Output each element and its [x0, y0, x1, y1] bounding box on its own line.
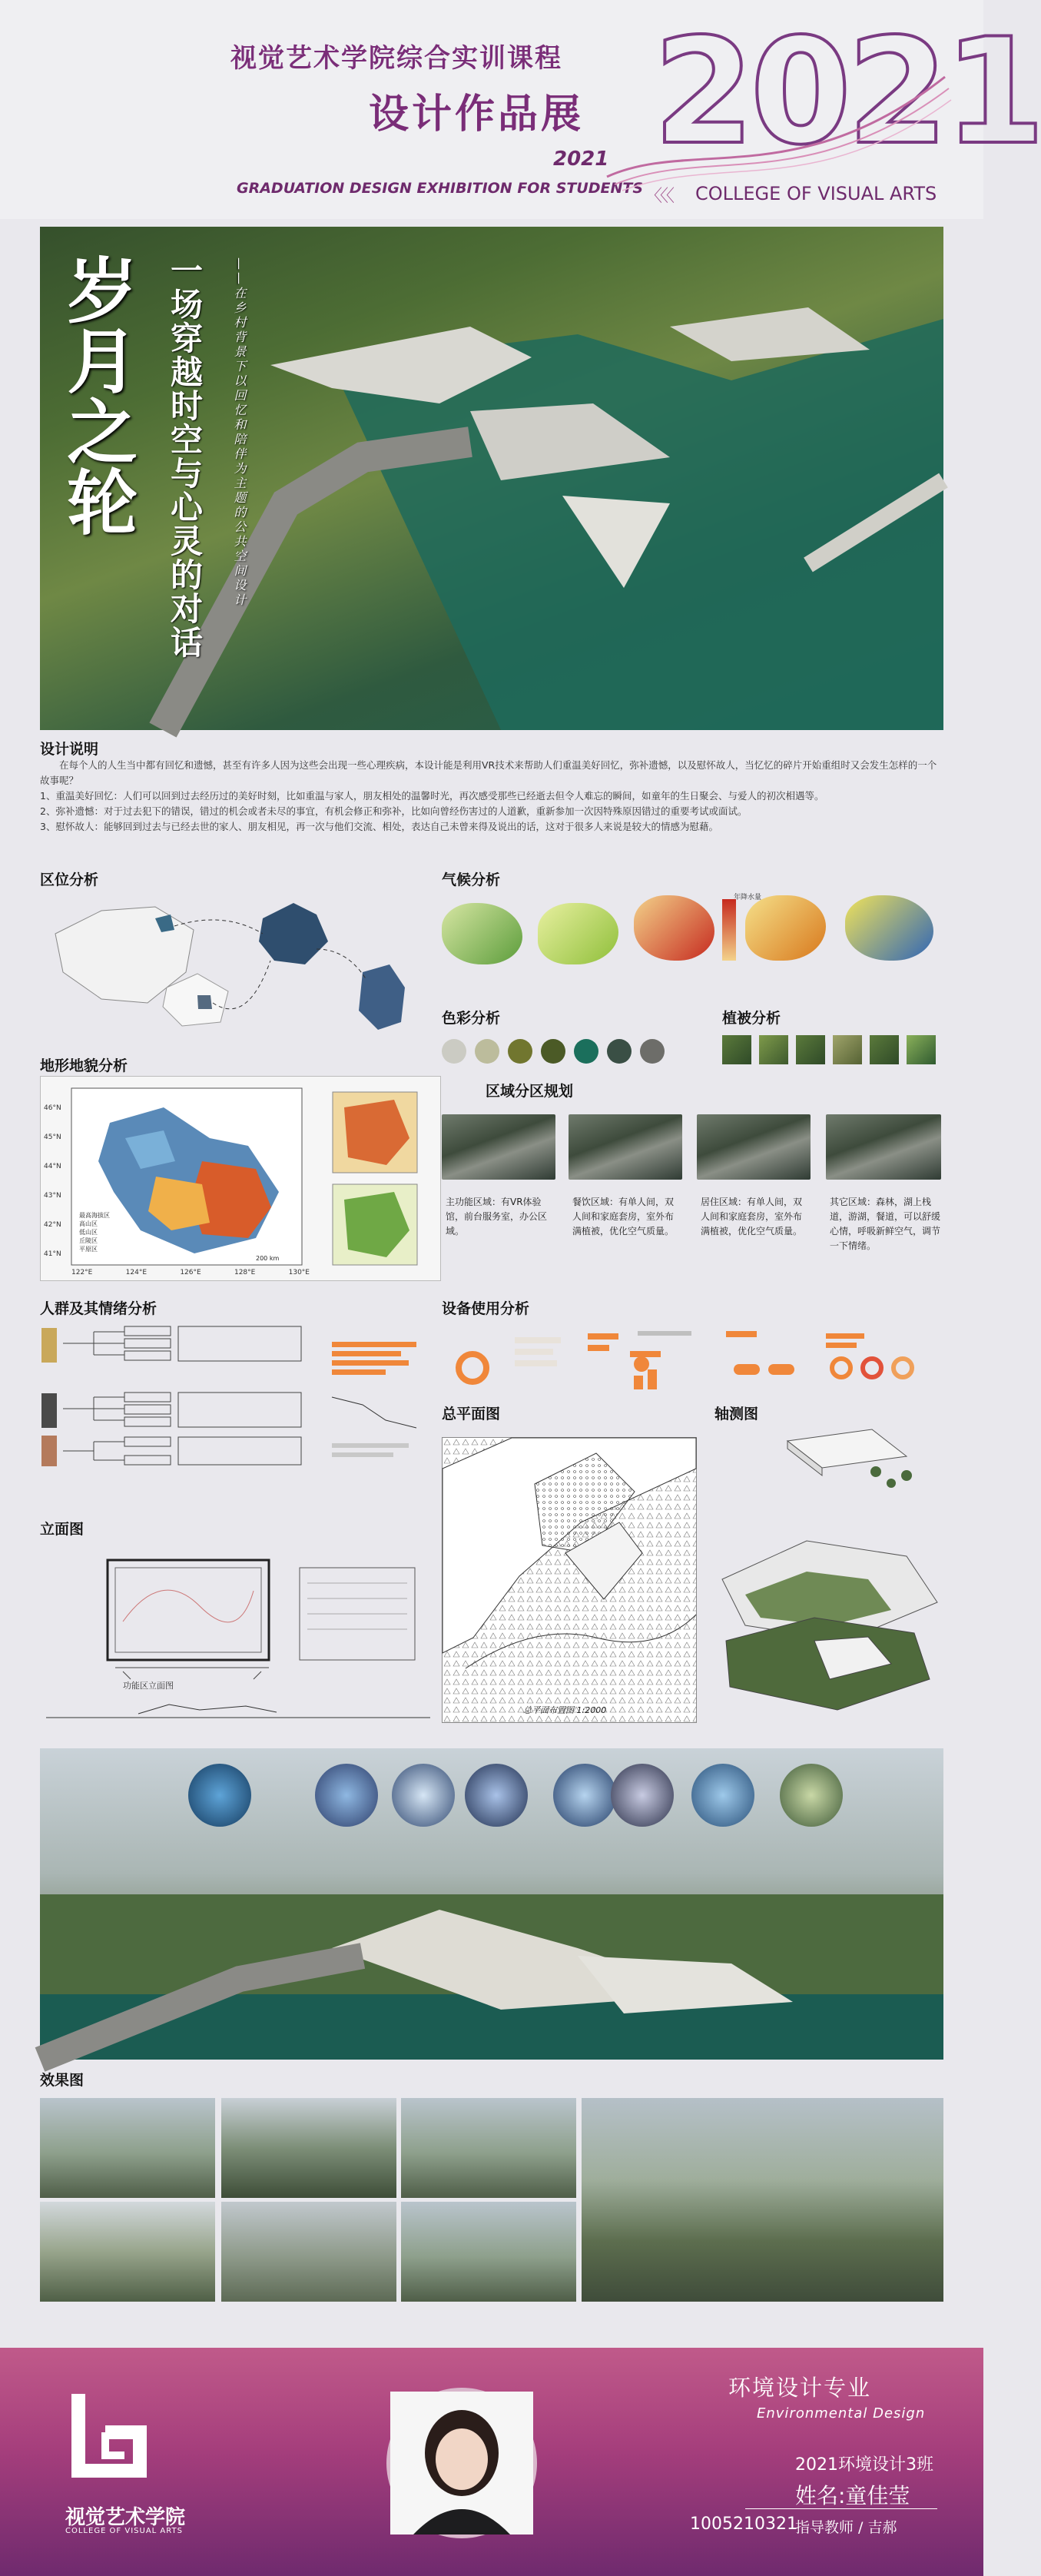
color-swatch-2	[475, 1039, 499, 1064]
equipment-charts	[442, 1322, 945, 1391]
terrain-lat-axis	[44, 1094, 61, 1269]
terrain-lat-label: 46°N	[44, 1104, 61, 1112]
plant-photo-4	[833, 1035, 862, 1064]
climate-heading: 气候分析	[442, 871, 501, 888]
rendering-2	[221, 2098, 396, 2198]
plant-photo-2	[759, 1035, 788, 1064]
college-logo-en: COLLEGE OF VISUAL ARTS	[65, 2527, 183, 2535]
plant-photo-3	[796, 1035, 825, 1064]
terrain-legend-item: 高山区	[79, 1220, 98, 1227]
vr-scene-bubble-5	[553, 1764, 616, 1827]
design-notes-intro: 在每个人的人生当中都有回忆和遗憾，甚至有许多人因为这些会出现一些心理疾病，本设计能是利用VR技术来帮助人们重温美好回忆，弥补遗憾，以及慰怀故人，当忆忆的碎片开始重组时又会发生怎样的一个故事呢？	[40, 759, 937, 786]
terrain-lon-label: 122°E	[71, 1269, 93, 1276]
student-id: 1005210321	[690, 2515, 797, 2534]
plant-photo-5	[870, 1035, 899, 1064]
terrain-lat-label: 43°N	[44, 1192, 61, 1200]
student-avatar	[390, 2392, 533, 2535]
zone-caption-1: 主功能区域：有VR体验馆，前台服务室，办公区域。	[446, 1197, 548, 1237]
major-en: Environmental Design	[757, 2405, 926, 2422]
climate-map-4	[745, 895, 826, 961]
master-plan-drawing	[443, 1438, 696, 1722]
vr-scene-bubble-4	[465, 1764, 528, 1827]
climate-legend-label: 年降水量	[734, 894, 762, 901]
terrain-lon-label: 124°E	[125, 1269, 148, 1276]
college-logo-icon	[63, 2386, 171, 2501]
climate-maps	[442, 891, 945, 976]
axonometric-heading: 轴测图	[714, 1406, 759, 1422]
zone-caption-3: 居住区域：有单人间，双人间和家庭套房，室外布满植被，优化空气质量。	[701, 1197, 803, 1237]
project-tagline: 一场穿越时空与心灵的对话	[166, 254, 204, 659]
color-swatch-5	[574, 1039, 598, 1064]
terrain-legend-item: 最高海拔区	[79, 1212, 110, 1219]
color-swatch-1	[442, 1039, 466, 1064]
axonometric-drawing	[714, 1426, 945, 1725]
zone-image-3	[697, 1114, 811, 1180]
design-notes-heading: 设计说明	[40, 741, 99, 758]
elevation-drawing	[46, 1537, 430, 1729]
master-plan-label: 总平面布置图 1:2000	[523, 1705, 607, 1715]
rendering-4	[40, 2202, 215, 2302]
terrain-lon-axis	[71, 1269, 310, 1276]
renderings-heading: 效果图	[40, 2072, 85, 2089]
zone-image-2	[569, 1114, 682, 1180]
design-notes-point-1: 1、重温美好回忆：人们可以回到过去经历过的美好时刻，比如重温与家人，朋友相处的温馨时光，再次感受那些已经逝去但令人难忘的瞬间，如童年的生日聚会、与爱人的初次相遇等。	[40, 790, 824, 802]
crowd-diagram	[40, 1320, 424, 1466]
avatar-portrait	[390, 2392, 533, 2535]
terrain-lon-label: 130°E	[288, 1269, 310, 1276]
rendering-main	[582, 2098, 943, 2302]
terrain-scale: 200 km	[256, 1255, 280, 1262]
chevron-icon: 〈〈〈	[645, 187, 673, 206]
climate-map-5	[845, 895, 933, 961]
crowd-heading: 人群及其情绪分析	[40, 1300, 157, 1317]
class-name: 2021环境设计3班	[795, 2455, 933, 2475]
vr-scene-bubble-8	[780, 1764, 843, 1827]
terrain-legend-item: 低山区	[79, 1229, 98, 1236]
vr-scene-bubble-6	[611, 1764, 674, 1827]
rendering-1	[40, 2098, 215, 2198]
zone-image-4	[826, 1114, 941, 1180]
design-notes-point-3: 3、慰怀故人：能够回到过去与已经去世的家人、朋友相见，再一次与他们交流、相处，表达自己未曾来得及说出的话，这对于很多人来说是较大的情感为慰藉。	[40, 821, 718, 832]
terrain-lon-label: 126°E	[180, 1269, 201, 1276]
climate-map-3	[634, 895, 714, 961]
rendering-5	[221, 2202, 396, 2302]
terrain-lat-label: 45°N	[44, 1134, 61, 1141]
zone-image-1	[442, 1114, 555, 1180]
college-logo-cn: 视觉艺术学院	[65, 2506, 186, 2529]
color-swatch-4	[541, 1039, 565, 1064]
rendering-3	[401, 2098, 576, 2198]
elevation-heading: 立面图	[40, 1521, 85, 1538]
terrain-legend	[79, 1211, 110, 1253]
terrain-lat-label: 44°N	[44, 1163, 61, 1170]
rendering-6	[401, 2202, 576, 2302]
big-year-outline: 2021	[653, 7, 1041, 177]
climate-map-2	[538, 903, 618, 964]
terrain-legend-item: 丘陵区	[79, 1237, 98, 1244]
student-name: 姓名:童佳莹	[795, 2483, 910, 2508]
project-description: ——在乡村背景下以回忆和陪伴为主题的公共空间设计	[232, 257, 247, 608]
design-notes-point-2: 2、弥补遗憾：对于过去犯下的错误，错过的机会或者未尽的事宜，有机会修正和弥补，比如向曾经伤害过的人道歉，重新参加一次因特殊原因错过的重要考试或面试。	[40, 805, 748, 817]
elevation-label: 功能区立面图	[123, 1681, 174, 1691]
project-title: 岁月之轮	[55, 254, 139, 536]
vr-scene-bubble-7	[691, 1764, 754, 1827]
equipment-heading: 设备使用分析	[442, 1300, 530, 1317]
english-subtitle: GRADUATION DESIGN EXHIBITION FOR STUDENTS	[237, 180, 644, 197]
plant-photo-1	[722, 1035, 751, 1064]
plant-photo-6	[907, 1035, 936, 1064]
major-cn: 环境设计专业	[728, 2375, 872, 2401]
master-plan	[442, 1437, 697, 1723]
zone-caption-4: 其它区域：森林，湖上栈道，游湖，餐道，可以舒缓心情，呼吸新鲜空气，调节一下情绪。	[830, 1197, 941, 1251]
vr-scene-bubble-3	[392, 1764, 455, 1827]
year-label: 2021	[553, 148, 609, 171]
climate-legend-bar	[722, 899, 736, 961]
terrain-map-panel	[40, 1076, 441, 1281]
vr-scene-bubble-1	[188, 1764, 251, 1827]
terrain-heading: 地形地貌分析	[40, 1057, 128, 1074]
color-swatch-7	[640, 1039, 665, 1064]
climate-map-1	[442, 903, 522, 964]
color-swatch-3	[508, 1039, 532, 1064]
zone-caption-2: 餐饮区域：有单人间，双人间和家庭套房，室外布满植被，优化空气质量。	[572, 1197, 675, 1237]
college-name-en: COLLEGE OF VISUAL ARTS	[695, 183, 937, 204]
course-title: 视觉艺术学院综合实训课程	[230, 43, 562, 74]
terrain-lon-label: 128°E	[234, 1269, 256, 1276]
terrain-legend-item: 平原区	[79, 1246, 98, 1253]
terrain-lat-label: 41°N	[44, 1250, 61, 1258]
design-notes-body	[40, 758, 943, 835]
ribbon-decoration	[599, 46, 953, 200]
location-map	[40, 888, 424, 1041]
location-heading: 区位分析	[40, 871, 99, 888]
color-swatch-6	[607, 1039, 632, 1064]
zoning-heading: 区域分区规划	[486, 1083, 574, 1100]
master-plan-heading: 总平面图	[442, 1406, 501, 1422]
terrain-lat-label: 42°N	[44, 1221, 61, 1229]
color-heading: 色彩分析	[442, 1010, 501, 1027]
exhibition-title: 设计作品展	[369, 91, 585, 138]
teacher-name: 指导教师 / 吉郝	[795, 2519, 897, 2536]
vegetation-heading: 植被分析	[722, 1010, 781, 1027]
footer-divider	[745, 2508, 937, 2509]
vr-scene-bubble-2	[315, 1764, 378, 1827]
